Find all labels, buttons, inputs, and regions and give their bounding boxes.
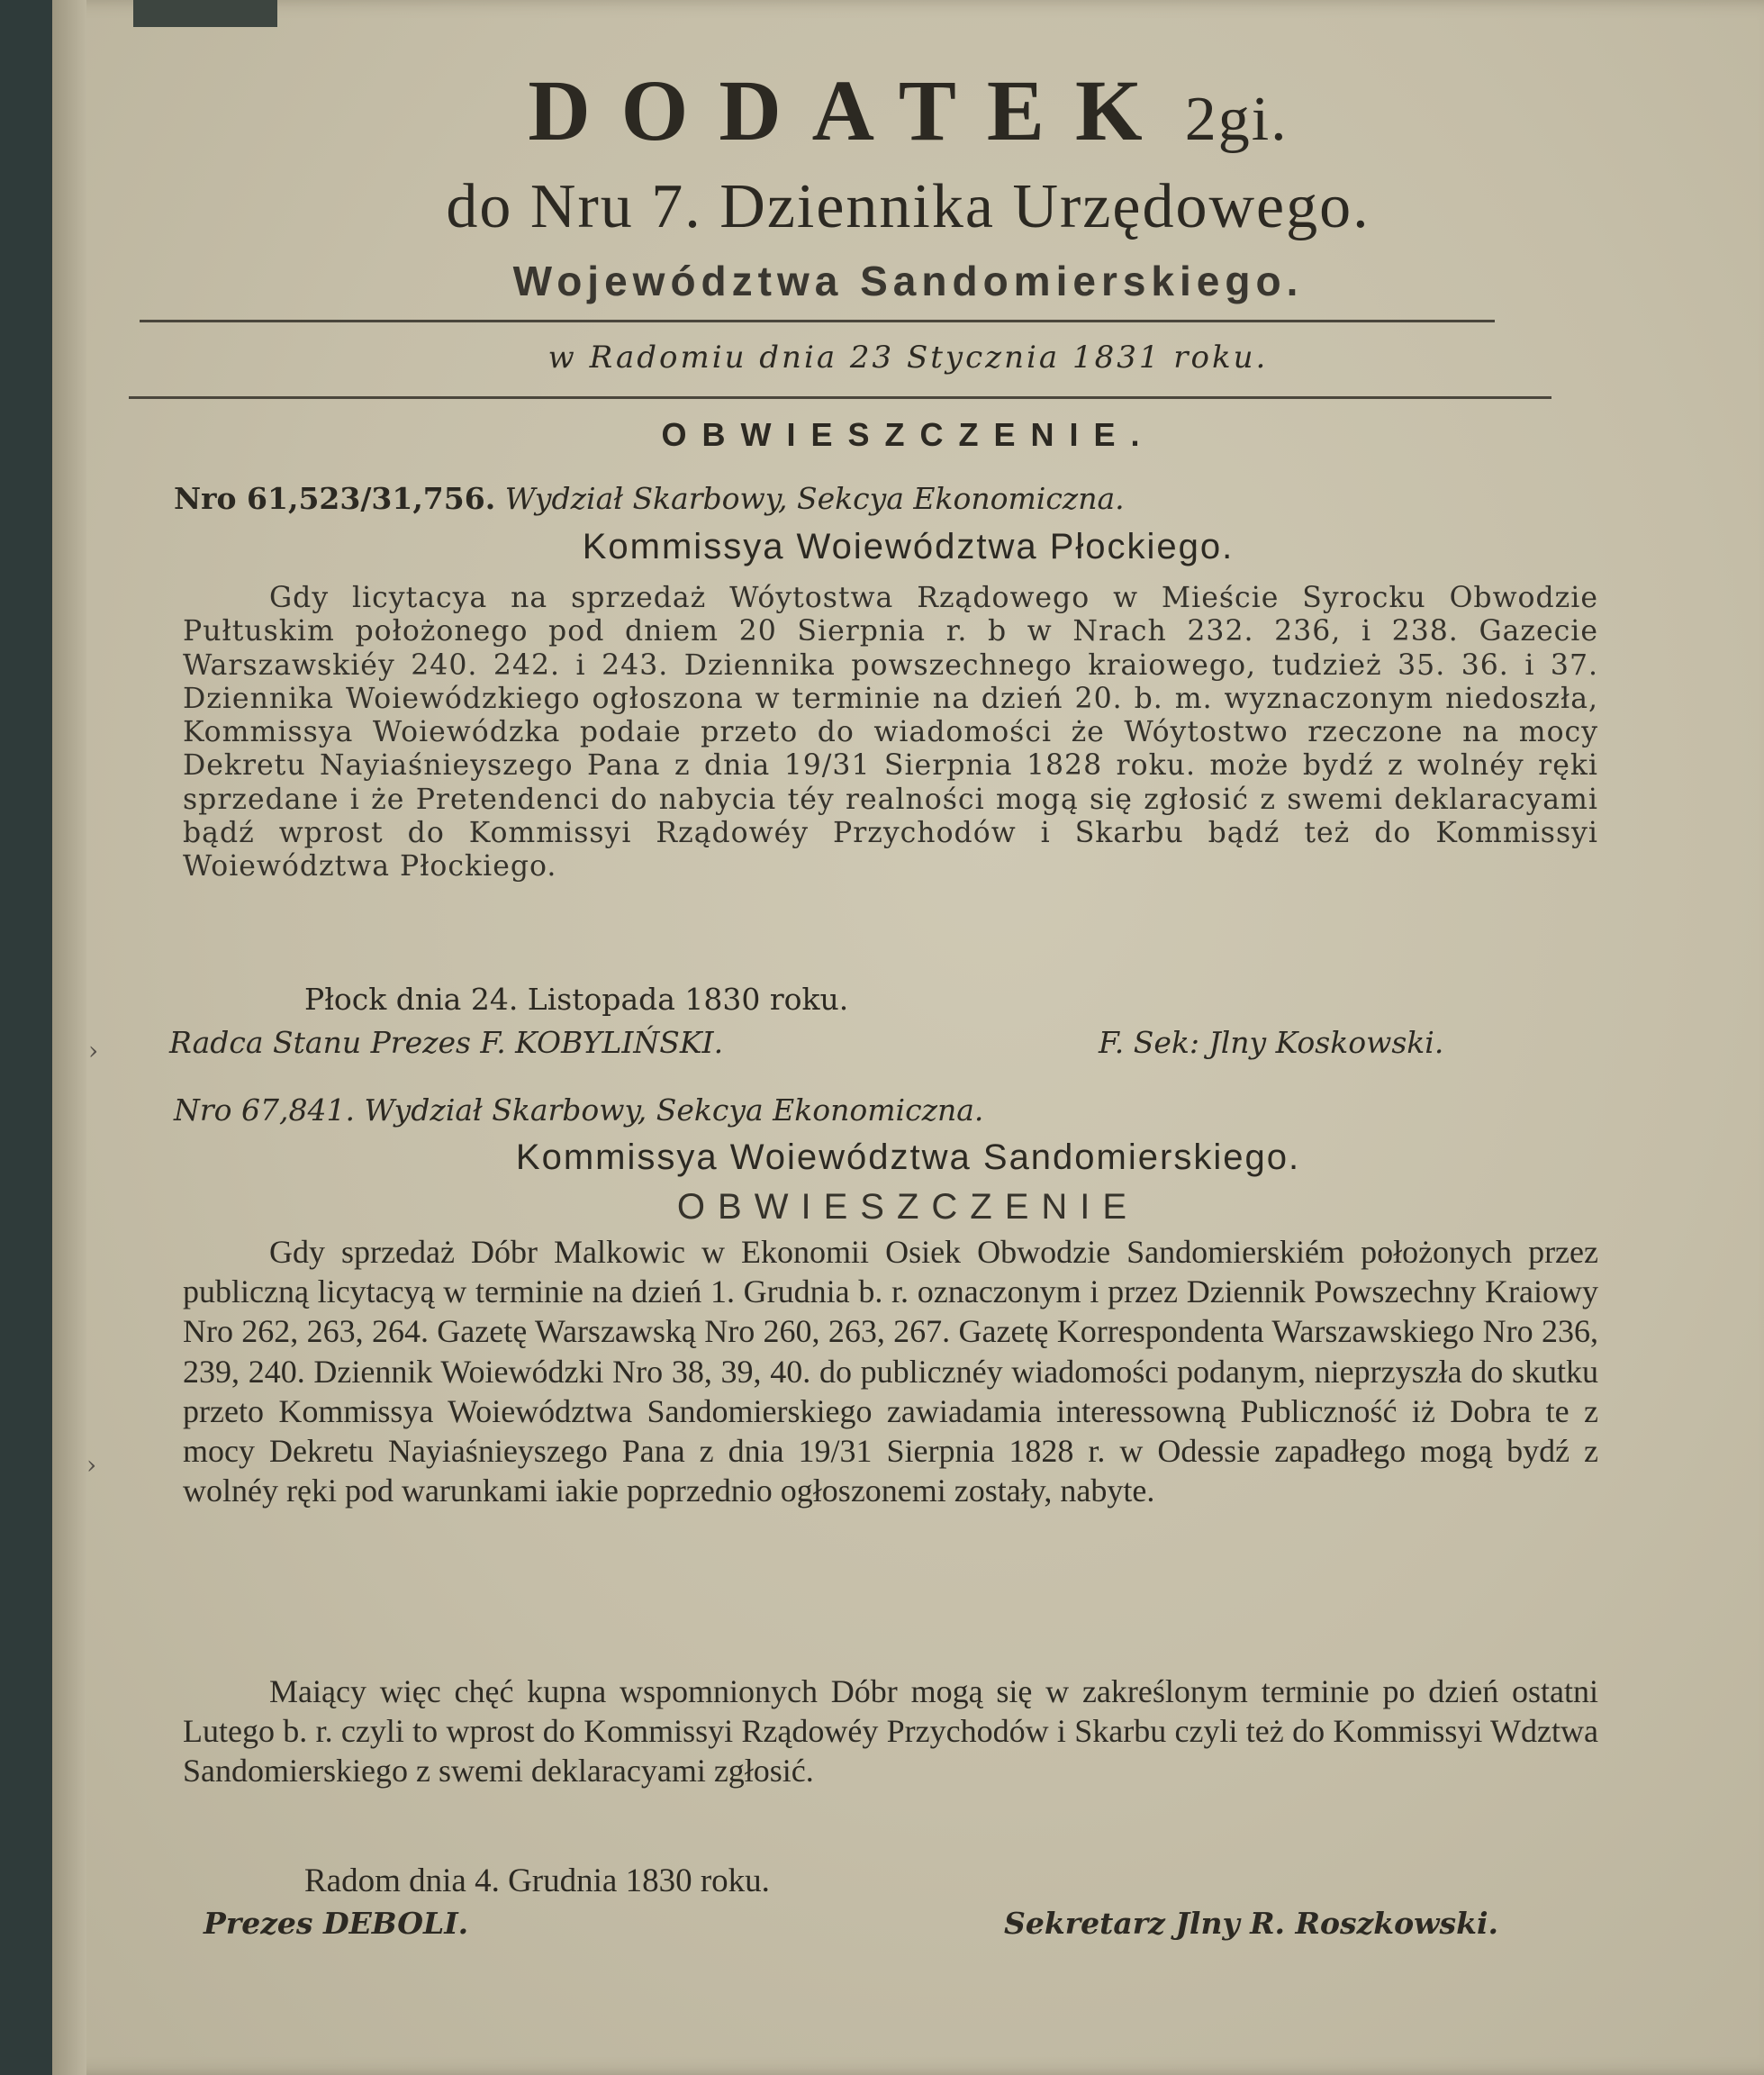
masthead-edition: 2gi. xyxy=(1184,85,1289,154)
notice2-signature-left: Prezes DEBOLI. xyxy=(204,1906,469,1941)
notice2-paragraph2-text: Maiący więc chęć kupna wspomnionych Dóbr mogą się w zakreślonym terminie po dzień ostatni Lutego b. r. czyli to wprost do Kommissyi Rządowéy Przychodów i Skarbu czyli też do Kommissyi Wdztwa Sandomierskiego z swemi deklaracyami zgłosić. xyxy=(183,1673,1598,1790)
notice2-reference xyxy=(174,1092,983,1128)
dateline: w Radomiu dnia 23 Stycznia 1831 roku. xyxy=(547,340,1269,376)
notice1-body xyxy=(183,582,1598,884)
masthead xyxy=(52,62,1764,305)
notice1-signature-left: Radca Stanu Prezes F. KOBYLIŃSKI. xyxy=(169,1025,724,1060)
notice2-paragraph2 xyxy=(183,1672,1598,1791)
notice1-place-date: Płock dnia 24. Listopada 1830 roku. xyxy=(304,982,849,1017)
masthead-voivodeship: Województwa Sandomierskiego. xyxy=(512,258,1304,304)
notice2-place-date: Radom dnia 4. Grudnia 1830 roku. xyxy=(304,1862,770,1899)
top-rule xyxy=(140,320,1495,322)
notice2-heading: OBWIESZCZENIE xyxy=(676,1187,1140,1227)
newspaper-page xyxy=(52,0,1764,2075)
notice2-signature-right: Sekretarz Jlny R. Roszkowski. xyxy=(1004,1906,1499,1941)
notice1-commission: Kommissya Woiewództwa Płockiego. xyxy=(582,527,1235,566)
notice2-ref-number: Nro 67,841. xyxy=(174,1092,355,1128)
margin-mark: › xyxy=(88,1036,99,1065)
page-binding-edge xyxy=(52,0,86,2075)
notice1-ref-dept: Wydział Skarbowy, Sekcya Ekonomiczna. xyxy=(504,481,1125,516)
notice1-body-text: Gdy licytacya na sprzedaż Wóytostwa Rządowego w Mieście Syrocku Obwodzie Pułtuskim położonego pod dniem 20 Sierpnia r. b w Nrach 232. 236, i 238. Gazecie Warszawskiéy 240. 242. i 243. Dziennika powszechnego kraiowego, tudzież 35. 36. i 37. Dziennika Woiewódzkiego ogłoszona w terminie na dzień 20. b. m. wyznaczonym niedoszła, Kommissya Woiewódzka podaie przeto do wiadomości że Wóytostwo rzeczone na mocy Dekretu Nayiaśnieyszego Pana z dnia 19/31 Sierpnia 1828 roku. może bydź z wolnéy ręki sprzedane i że Pretendenci do nabycia téy realności mogą się zgłosić z swemi deklaracyami bądź wprost do Kommissyi Rządowéy Przychodów i Skarbu bądź też do Kommissyi Woiewództwa Płockiego. xyxy=(183,582,1598,883)
masthead-subtitle: do Nru 7. Dziennika Urzędowego. xyxy=(446,172,1370,241)
masthead-title: DODATEK xyxy=(528,62,1173,159)
margin-mark: › xyxy=(86,1450,97,1480)
notice2-commission: Kommissya Woiewództwa Sandomierskiego. xyxy=(515,1137,1301,1177)
main-heading: OBWIESZCZENIE. xyxy=(661,416,1155,453)
notice2-paragraph1 xyxy=(183,1232,1598,1510)
notice1-ref-number: Nro 61,523/31,756. xyxy=(174,481,496,516)
scan-edge-strip xyxy=(133,0,277,27)
notice1-reference xyxy=(174,481,1125,516)
second-rule xyxy=(129,396,1551,399)
notice1-signature-right: F. Sek: Jlny Koskowski. xyxy=(1099,1025,1444,1060)
notice2-ref-dept: Wydział Skarbowy, Sekcya Ekonomiczna. xyxy=(364,1092,984,1128)
notice2-paragraph1-text: Gdy sprzedaż Dóbr Malkowic w Ekonomii Osiek Obwodzie Sandomierskiém położonych przez publiczną licytacyą w terminie na dzień 1. Grudnia b. r. oznaczonym i przez Dziennik Powszechny Kraiowy Nro 262, 263, 264. Gazetę Warszawską Nro 260, 263, 267. Gazetę Korrespondenta Warszawskiego Nro 236, 239, 240. Dziennik Woiewódzki Nro 38, 39, 40. do publicznéy wiadomości podanym, nieprzyszła do skutku przeto Kommissya Woiewództwa Sandomierskiego zawiadamia interessowną Publiczność iż Dobra te z mocy Dekretu Nayiaśnieyszego Pana z dnia 19/31 Sierpnia 1828 r. w Odessie zapadłego mogą bydź z wolnéy ręki pod warunkami iakie poprzednio ogłoszonemi zostały, nabyte. xyxy=(183,1234,1598,1509)
